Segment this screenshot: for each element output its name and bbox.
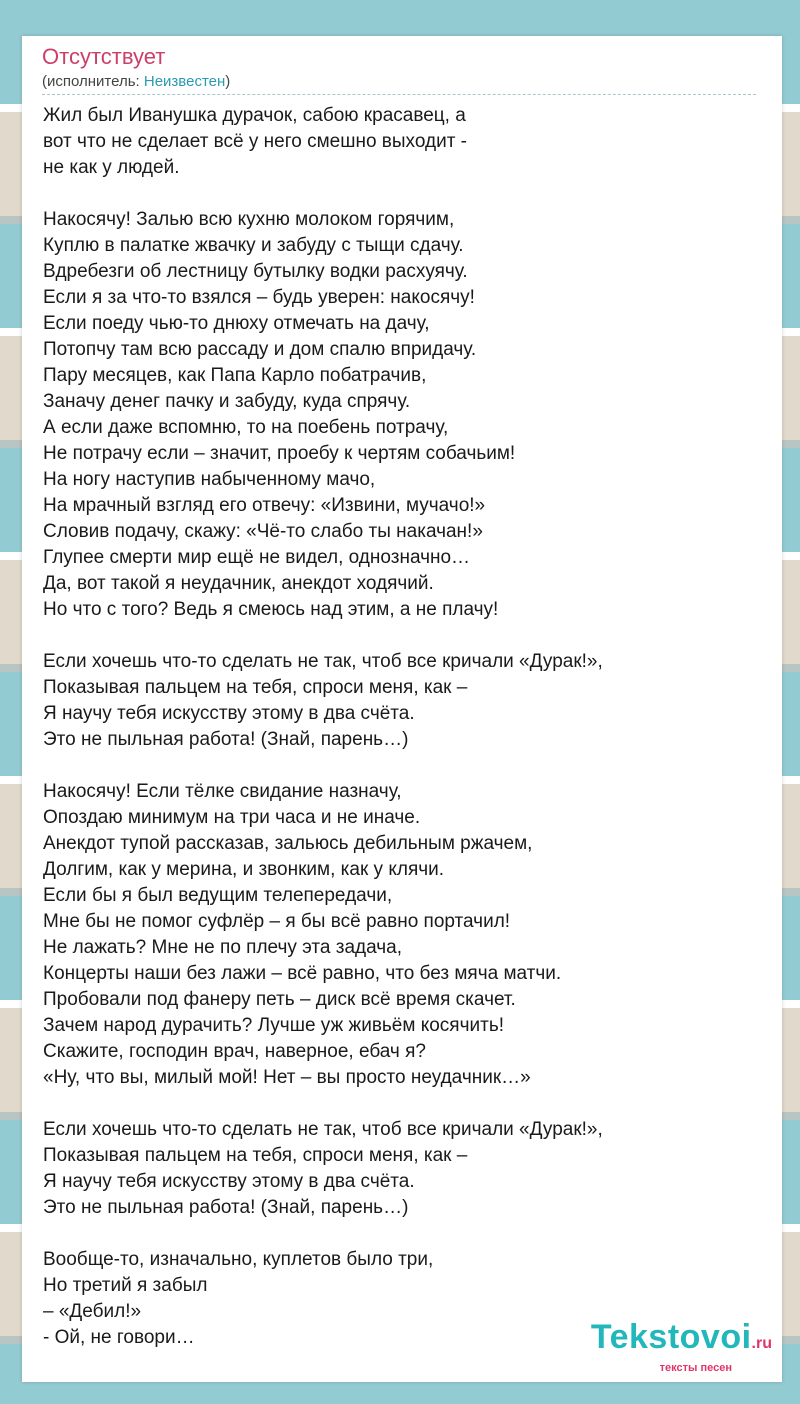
lyric-line: не как у людей. [43, 157, 180, 178]
lyric-line: Но что с того? Ведь я смеюсь над этим, а не плачу! [43, 599, 499, 620]
lyric-line: Вдребезги об лестницу бутылку водки расхуячу. [43, 261, 468, 282]
lyric-line: Пробовали под фанеру петь – диск всё время скачет. [43, 989, 516, 1010]
logo-wordmark [591, 1319, 772, 1362]
lyric-line: Заначу денег пачку и забуду, куда спрячу. [43, 391, 411, 412]
lyric-line: Скажите, господин врач, наверное, ебач я? [43, 1041, 426, 1062]
lyric-line: Если бы я был ведущим телепередачи, [43, 885, 393, 906]
lyric-line: Если поеду чью-то днюху отмечать на дачу, [43, 313, 430, 334]
stanza-gap [43, 1221, 763, 1247]
lyric-line: Не лажать? Мне не по плечу эта задача, [43, 937, 403, 958]
artist-prefix: (исполнитель: [42, 73, 144, 90]
lyric-line: Вообще-то, изначально, куплетов было три, [43, 1249, 434, 1270]
lyric-line: Зачем народ дурачить? Лучше уж живьём косячить! [43, 1015, 504, 1036]
lyric-line: - Ой, не говори… [43, 1327, 195, 1348]
lyric-line: Не потрачу если – значит, проебу к чертям собачьим! [43, 443, 516, 464]
artist-link[interactable]: Неизвестен [143, 73, 226, 90]
lyric-line: Накосячу! Если тёлке свидание назначу, [43, 781, 402, 802]
logo-tagline: тексты песен [659, 1362, 732, 1374]
lyric-line: Опоздаю минимум на три часа и не иначе. [43, 807, 421, 828]
lyric-line: Если хочешь что-то сделать не так, чтоб все кричали «Дурак!», [43, 651, 603, 672]
lyric-line: «Ну, что вы, милый мой! Нет – вы просто неудачник…» [43, 1067, 531, 1088]
lyric-line: Потопчу там всю рассаду и дом спалю впридачу. [43, 339, 477, 360]
song-title: Отсутствует [42, 44, 166, 69]
lyric-line: Показывая пальцем на тебя, спроси меня, как – [43, 677, 468, 698]
stanza-gap [43, 181, 763, 207]
lyric-line: Словив подачу, скажу: «Чё-то слабо ты накачан!» [43, 521, 483, 542]
lyric-line: А если даже вспомню, то на поебень потрачу, [43, 417, 449, 438]
lyric-line: Жил был Иванушка дурачок, сабою красавец, а [43, 105, 466, 126]
lyric-line: Куплю в палатке жвачку и забуду с тыщи сдачу. [43, 235, 464, 256]
site-logo[interactable] [591, 1319, 772, 1374]
lyrics-text [43, 103, 763, 1351]
lyric-line: На мрачный взгляд его отвечу: «Извини, мучачо!» [43, 495, 486, 516]
lyric-line: Анекдот тупой рассказав, зальюсь дебильным ржачем, [43, 833, 533, 854]
lyric-line: – «Дебил!» [43, 1301, 142, 1322]
lyric-line: Да, вот такой я неудачник, анекдот ходячий. [43, 573, 434, 594]
stanza-gap [43, 1091, 763, 1117]
lyric-line: Показывая пальцем на тебя, спроси меня, как – [43, 1145, 468, 1166]
stanza-gap [43, 753, 763, 779]
lyric-line: вот что не сделает всё у него смешно выходит - [43, 131, 468, 152]
lyric-line: Концерты наши без лажи – всё равно, что без мяча матчи. [43, 963, 562, 984]
artist-line [42, 73, 230, 91]
lyric-line: Я научу тебя искусству этому в два счёта. [43, 1171, 415, 1192]
lyric-line: Если я за что-то взялся – будь уверен: накосячу! [43, 287, 475, 308]
lyric-line: Мне бы не помог суфлёр – я бы всё равно портачил! [43, 911, 511, 932]
artist-suffix: ) [225, 73, 231, 90]
lyric-line: На ногу наступив набыченному мачо, [43, 469, 376, 490]
title-divider [42, 94, 756, 95]
lyric-line: Пару месяцев, как Папа Карло побатрачив, [43, 365, 427, 386]
lyric-line: Глупее смерти мир ещё не видел, однозначно… [43, 547, 471, 568]
lyric-line: Это не пыльная работа! (Знай, парень…) [43, 729, 409, 750]
lyric-line: Это не пыльная работа! (Знай, парень…) [43, 1197, 409, 1218]
stanza-gap [43, 623, 763, 649]
logo-tld: .ru [751, 1335, 772, 1352]
logo-name: Tekstovoi [590, 1318, 752, 1356]
lyric-line: Накосячу! Залью всю кухню молоком горячим, [43, 209, 455, 230]
lyric-line: Я научу тебя искусству этому в два счёта. [43, 703, 415, 724]
lyric-line: Долгим, как у мерина, и звонким, как у клячи. [43, 859, 445, 880]
lyric-line: Если хочешь что-то сделать не так, чтоб все кричали «Дурак!», [43, 1119, 603, 1140]
lyrics-card [22, 36, 782, 1382]
lyric-line: Но третий я забыл [43, 1275, 208, 1296]
